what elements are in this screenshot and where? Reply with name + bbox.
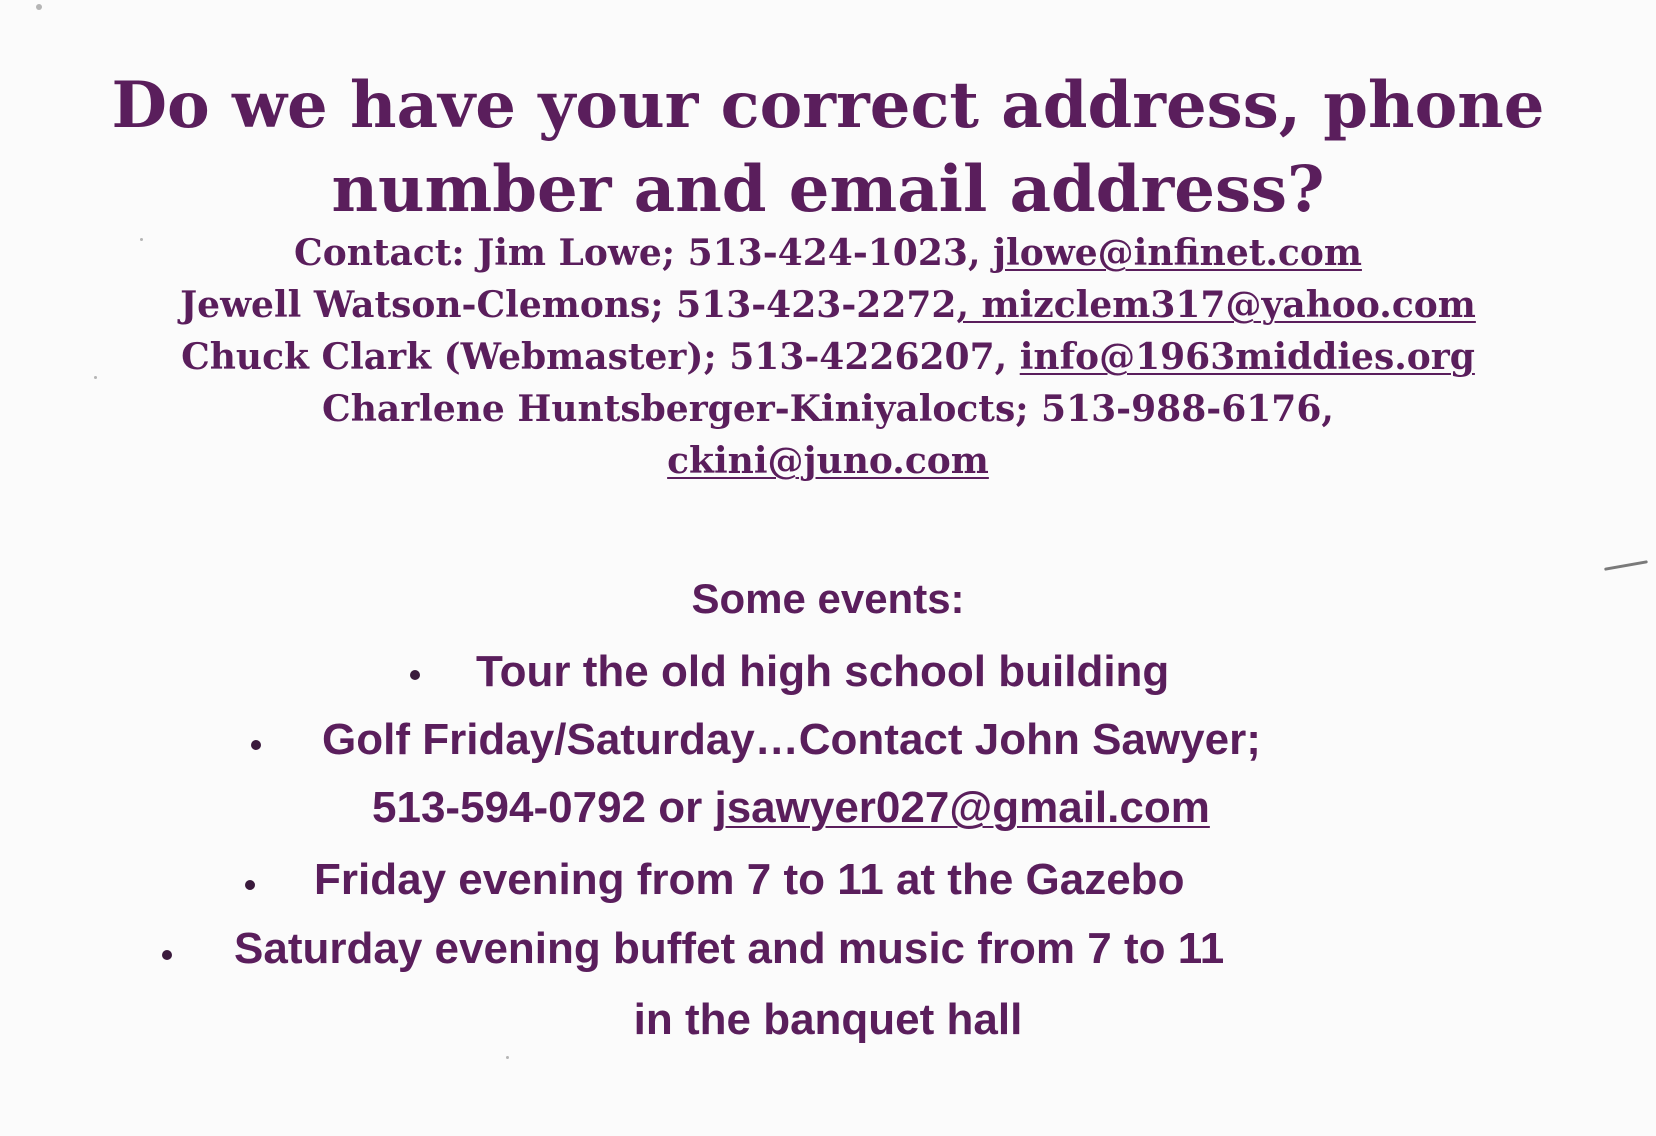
event-item-2-line-2 (372, 781, 1210, 835)
contact-1-email-link[interactable]: jlowe@infinet.com (993, 232, 1362, 274)
contact-1-info: Contact: Jim Lowe; 513-424-1023, (294, 232, 994, 274)
scan-speck (506, 1056, 509, 1059)
events-heading: Some events: (691, 575, 965, 622)
scan-speck (94, 376, 97, 379)
contact-2-email-link[interactable]: , mizclem317@yahoo.com (956, 284, 1476, 326)
contact-line-1 (0, 230, 1656, 276)
event-item-2-line-1: Golf Friday/Saturday…Contact John Sawyer; (322, 715, 1261, 764)
headline-line-2: number and email address? (331, 152, 1325, 227)
contact-line-3 (0, 334, 1656, 380)
event-item-3: Friday evening from 7 to 11 at the Gazebo (314, 855, 1185, 904)
event-2-email-link[interactable]: jsawyer027@gmail.com (714, 783, 1210, 832)
event-item-4-line-2: in the banquet hall (633, 995, 1023, 1044)
contact-3-info: Chuck Clark (Webmaster); 513-4226207, (181, 336, 1020, 378)
event-2-phone: 513-594-0792 or (372, 783, 715, 832)
scan-speck (140, 238, 143, 241)
bullet-icon (245, 880, 255, 890)
event-item-4-line-1: Saturday evening buffet and music from 7 to 11 (234, 924, 1225, 973)
headline-line-1: Do we have your correct address, phone (111, 68, 1545, 143)
scan-speck (36, 4, 42, 10)
bullet-icon (251, 740, 261, 750)
contact-4-email-link[interactable]: ckini@juno.com (667, 440, 989, 482)
bullet-icon (162, 950, 172, 960)
contact-3-email-link[interactable]: info@1963middies.org (1019, 336, 1475, 378)
contact-line-2 (0, 282, 1656, 328)
scan-mark (1604, 560, 1648, 571)
bullet-icon (410, 670, 420, 680)
contact-line-5 (0, 438, 1656, 484)
contact-2-info: Jewell Watson-Clemons; 513-423-2272 (180, 284, 957, 326)
event-item-1: Tour the old high school building (476, 647, 1170, 696)
contact-line-4: Charlene Huntsberger-Kiniyalocts; 513-988-6176, (322, 388, 1334, 430)
